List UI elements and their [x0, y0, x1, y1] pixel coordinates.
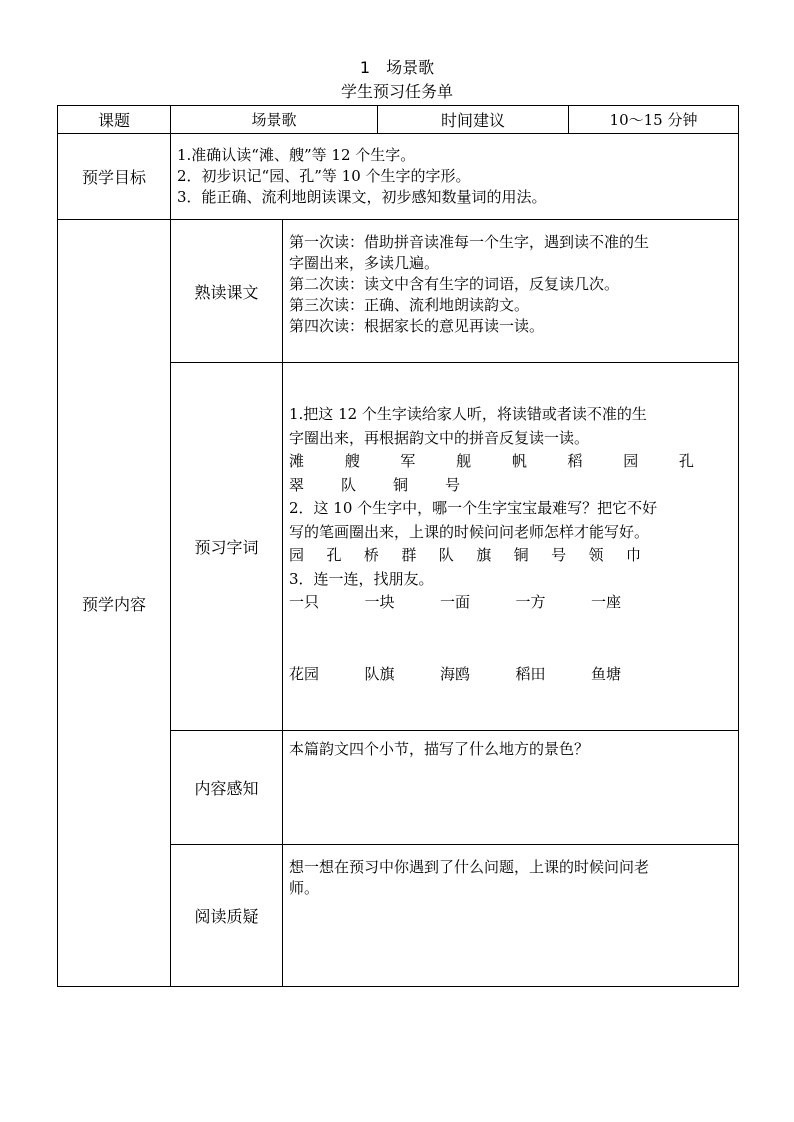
task1-line: 字圈出来，再根据韵文中的拼音反复读一读。: [289, 428, 590, 447]
time-value: 10～15 分钟: [569, 106, 739, 134]
questions-cell: [283, 845, 739, 987]
reading-line: 第二次读：读文中含有生字的词语，反复读几次。: [289, 275, 620, 293]
new-char: 翠: [289, 475, 305, 494]
goal-line: 2．初步识记“园、孔”等 10 个生字的字形。: [177, 167, 471, 185]
new-char: 艘: [344, 452, 360, 470]
task-table: [57, 105, 739, 987]
goals-label: 预学目标: [58, 134, 171, 220]
goal-line: 3．能正确、流利地朗读课文，初步感知数量词的用法。: [177, 188, 547, 206]
reading-row: [58, 220, 739, 363]
measure-word: 一只: [289, 593, 320, 611]
nouns-row: [289, 663, 621, 687]
new-char: 巾: [625, 546, 641, 564]
new-char: 铜: [513, 546, 529, 564]
new-char: 旗: [476, 546, 492, 564]
goal-line: 1.准确认读“滩、艘”等 12 个生字。: [177, 146, 416, 164]
perception-label: 内容感知: [171, 731, 283, 845]
noun-word: 鱼塘: [590, 664, 621, 683]
measure-word: 一面: [439, 593, 470, 611]
new-char: 队: [340, 475, 356, 494]
new-char: 园: [623, 452, 639, 470]
new-char: 领: [588, 546, 604, 564]
reading-line: 第一次读：借助拼音读准每一个生字，遇到读不准的生: [289, 233, 650, 251]
new-char: 孔: [326, 546, 342, 564]
goals-row: [58, 134, 739, 220]
questions-line: 想一想在预习中你遇到了什么问题，上课的时候问问老: [289, 858, 650, 876]
reading-line: 第三次读：正确、流利地朗读韵文。: [289, 296, 530, 314]
measure-word: 一块: [364, 593, 395, 611]
new-char: 号: [551, 546, 567, 564]
task2-line: 2．这 10 个生字中，哪一个生字宝宝最难写？把它不好: [289, 499, 658, 517]
reading-cell: [283, 220, 739, 363]
noun-word: 海鸥: [439, 664, 470, 683]
measure-word: 一方: [515, 593, 546, 611]
perception-cell: [283, 731, 739, 845]
worksheet-title: 学生预习任务单: [340, 82, 453, 101]
new-char: 军: [400, 452, 416, 470]
topic-label: 课题: [58, 106, 171, 134]
new-chars-row-3: [289, 544, 641, 568]
new-char: 队: [438, 546, 454, 564]
new-char: 滩: [289, 452, 305, 470]
info-row: [58, 106, 739, 134]
task1-line: 1.把这 12 个生字读给家人听，将读错或者读不准的生: [289, 405, 647, 423]
new-char: 舰: [456, 452, 472, 470]
new-char: 群: [401, 546, 417, 564]
new-chars-row-2: [289, 474, 460, 498]
task2-line: 写的笔画圈出来，上课的时候问问老师怎样才能写好。: [289, 522, 650, 541]
words-cell: [283, 363, 739, 731]
new-char: 铜: [392, 475, 408, 494]
new-char: 帆: [511, 452, 527, 470]
reading-line: 第四次读：根据家长的意见再读一读。: [289, 317, 545, 335]
reading-line: 字圈出来，多读几遍。: [289, 254, 440, 272]
noun-word: 稻田: [515, 664, 546, 683]
new-char: 孔: [678, 452, 694, 470]
questions-label: 阅读质疑: [171, 845, 283, 987]
goals-cell: [171, 134, 739, 220]
new-char: 号: [444, 475, 460, 494]
perception-text: 本篇韵文四个小节，描写了什么地方的景色？: [289, 740, 590, 758]
new-char: 园: [289, 546, 305, 564]
words-label: 预习字词: [171, 363, 283, 731]
topic-value: 场景歌: [171, 106, 378, 134]
measure-words-row: [289, 591, 621, 615]
new-char: 桥: [363, 546, 379, 564]
questions-line: 师。: [289, 879, 320, 897]
task3-line: 3．连一连，找朋友。: [289, 569, 434, 588]
time-label: 时间建议: [378, 106, 569, 134]
reading-label: 熟读课文: [171, 220, 283, 363]
content-label: 预学内容: [58, 220, 171, 987]
noun-word: 花园: [289, 664, 320, 683]
lesson-title: 1 场景歌: [359, 58, 435, 77]
new-chars-row-1: [289, 450, 694, 474]
noun-word: 队旗: [364, 664, 395, 683]
new-char: 稻: [567, 452, 583, 470]
measure-word: 一座: [590, 593, 621, 611]
